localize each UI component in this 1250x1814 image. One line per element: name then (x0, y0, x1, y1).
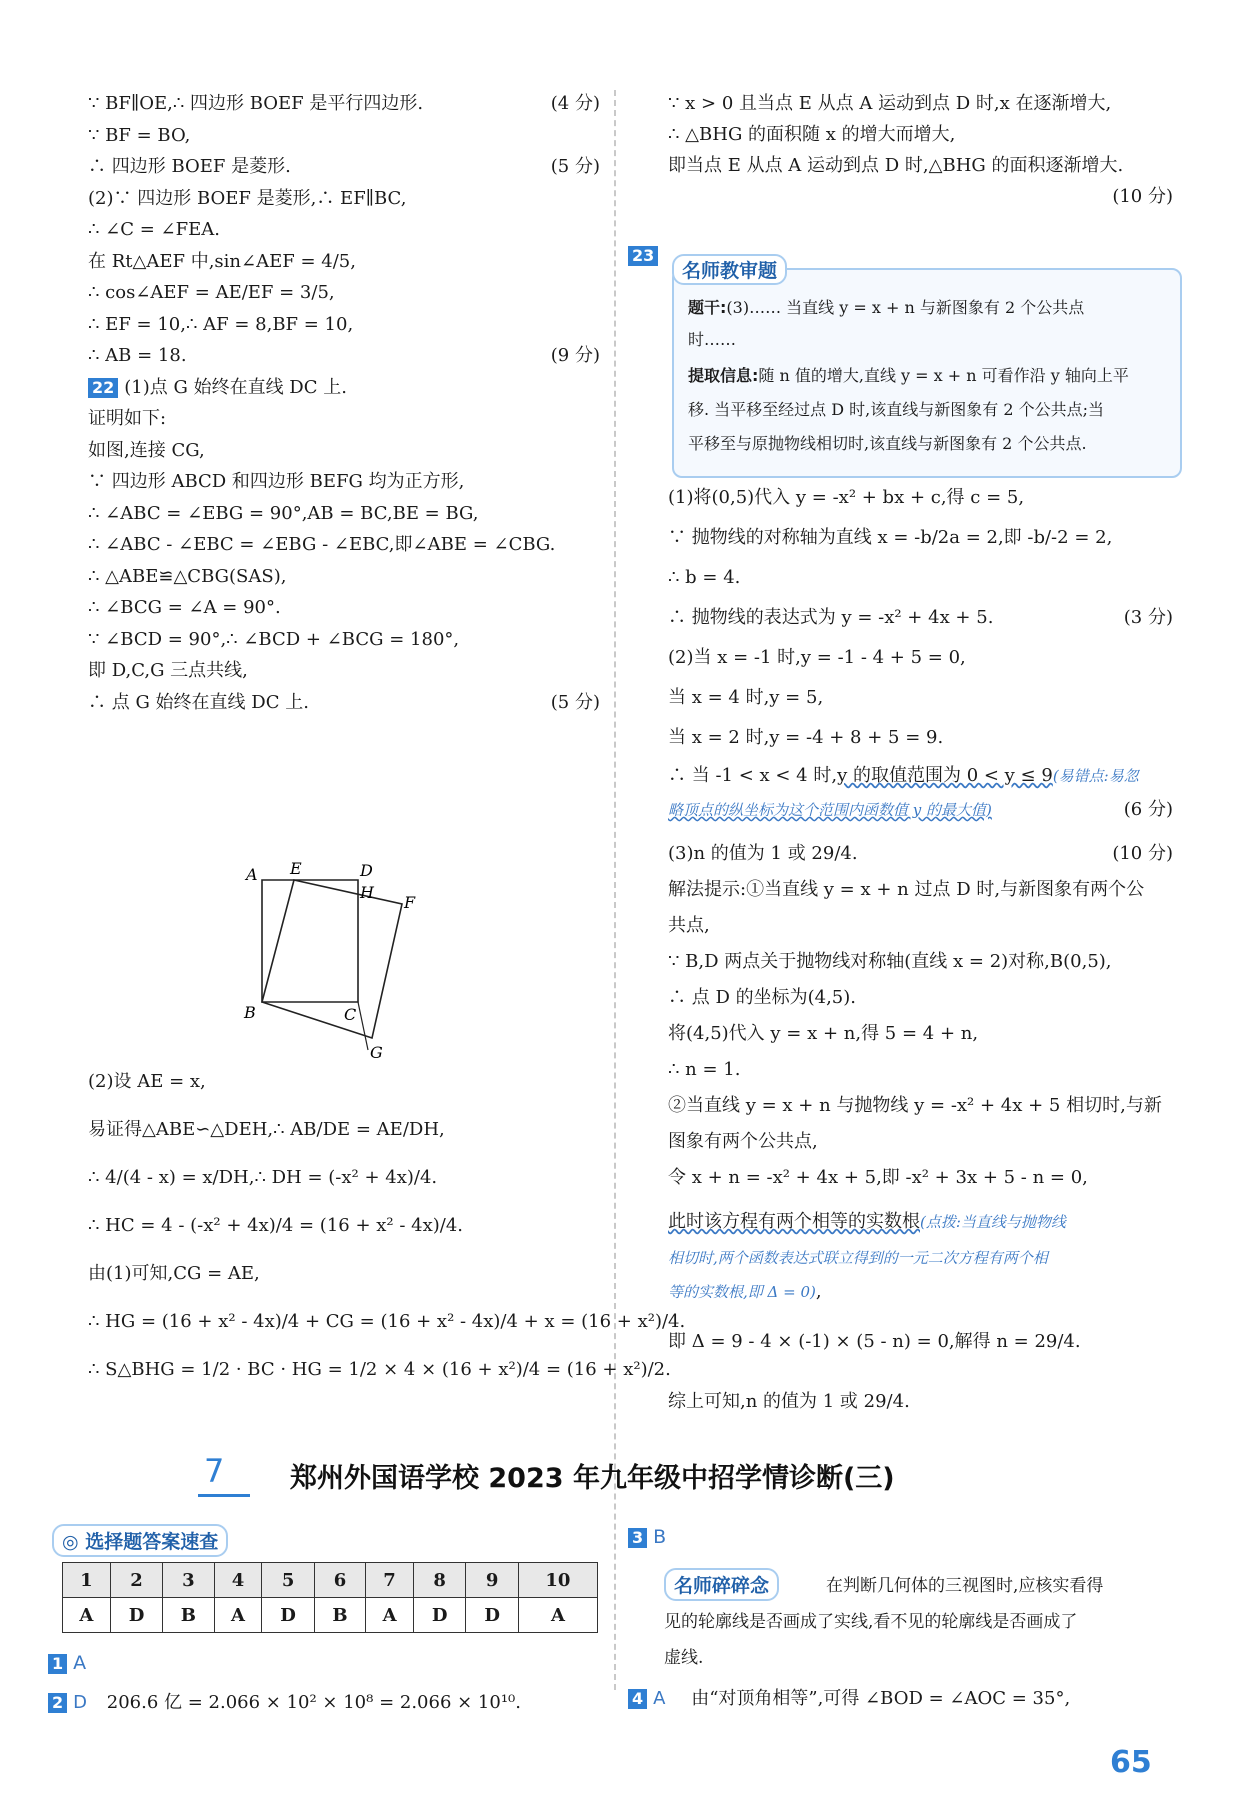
line-text: 将(4,5)代入 y = x + n,得 5 = 4 + n, (668, 1023, 979, 1044)
text-line (88, 1260, 600, 1288)
answer-table-answer: D (466, 1598, 518, 1633)
label-e: E (290, 862, 302, 878)
line-text: ∵ 抛物线的对称轴为直线 x = -b/2a = 2,即 -b/-2 = 2, (668, 527, 1113, 548)
answer-table-number: 3 (163, 1563, 214, 1598)
text-line (668, 152, 1173, 180)
answer-table-answer: D (262, 1598, 314, 1633)
section-underline (198, 1494, 250, 1497)
label-f: F (404, 893, 416, 912)
text-line (668, 121, 1173, 149)
line-text: ∴ HC = 4 - (-x² + 4x)/4 = (16 + x² - 4x)/4. (88, 1215, 464, 1236)
line-text: ∴ 四边形 BOEF 是菱形. (88, 156, 291, 177)
target-icon: ◎ (62, 1531, 79, 1553)
text-line (88, 90, 600, 118)
answer-table-number: 4 (214, 1563, 262, 1598)
line-text: (1)点 G 始终在直线 DC 上. (124, 376, 347, 398)
tip-line-2: 相切时,两个函数表达式联立得到的一元二次方程有两个相 (668, 1249, 1048, 1267)
page-number: 65 (1110, 1745, 1152, 1780)
line-text: (1)将(0,5)代入 y = -x² + bx + c,得 c = 5, (668, 487, 1025, 508)
text-line (668, 1164, 1173, 1192)
text-line (88, 405, 600, 433)
teacher-note-line-2: 见的轮廓线是否画成了实线,看不见的轮廓线是否画成了 (664, 1612, 1078, 1632)
text-line (88, 563, 600, 591)
text-line (668, 644, 1173, 672)
line-text: ∵ x > 0 且当点 E 从点 A 运动到点 D 时,x 在逐渐增大, (668, 93, 1112, 114)
text-line (88, 374, 600, 402)
hint-line-2: 时…… (688, 330, 737, 349)
answer-4: 4 A 由“对顶角相等”,可得 ∠BOD = ∠AOC = 35°, (628, 1684, 1070, 1710)
range-note-line: 略顶点的纵坐标为这个范围内函数值 y 的最大值) (6 分) (668, 799, 1173, 820)
line-text: 证明如下: (88, 408, 167, 429)
line-text: (2)设 AE = x, (88, 1071, 206, 1092)
text-line (668, 984, 1173, 1012)
line-text: ∴ ∠BCG = ∠A = 90°. (88, 597, 281, 618)
line-text: ∴ ∠ABC = ∠EBG = 90°,AB = BC,BE = BG, (88, 502, 479, 524)
line-text: ∴ ∠ABC - ∠EBC = ∠EBG - ∠EBC,即∠ABE = ∠CBG. (88, 534, 556, 555)
score: (4 分) (550, 93, 600, 114)
teacher-note-title: 名师碎碎念 (664, 1568, 779, 1601)
line-text: ∴ 抛物线的表达式为 y = -x² + 4x + 5. (668, 607, 994, 628)
text-line (88, 500, 600, 528)
text-line (88, 248, 600, 276)
text-line (668, 724, 1173, 752)
text-line (668, 912, 1173, 940)
line-text: (2)∵ 四边形 BOEF 是菱形,∴ EF∥BC, (88, 187, 407, 209)
score: (5 分) (550, 156, 600, 177)
line-text: ∴ 点 G 始终在直线 DC 上. (88, 691, 309, 713)
answer-table-number: 10 (518, 1563, 597, 1598)
line-text: (2)当 x = -1 时,y = -1 - 4 + 5 = 0, (668, 647, 966, 668)
line-text: ∵ BF = BO, (88, 124, 191, 146)
score: (10 分) (1112, 843, 1173, 864)
line-text: ∴ △BHG 的面积随 x 的增大而增大, (668, 124, 956, 145)
answer-table-number: 8 (413, 1563, 465, 1598)
hint-line-5: 平移至与原抛物线相切时,该直线与新图象有 2 个公共点. (688, 434, 1087, 453)
text-line (88, 1116, 600, 1144)
text-line (88, 626, 600, 654)
text-line (88, 279, 600, 307)
label-h: H (360, 883, 374, 902)
answer-table-answer: B (163, 1598, 214, 1633)
line-text: ②当直线 y = x + n 与抛物线 y = -x² + 4x + 5 相切时,与新 (668, 1095, 1162, 1116)
line-text: 解法提示:①当直线 y = x + n 过点 D 时,与新图象有两个公 (668, 879, 1145, 900)
range-line: ∴ 当 -1 < x < 4 时,y 的取值范围为 0 < y ≤ 9(易错点:易忽 (668, 765, 1139, 786)
text-line (88, 531, 600, 559)
square-figure (240, 862, 440, 1072)
text-line (88, 1164, 600, 1192)
text-line (668, 840, 1173, 868)
line-text: (3)n 的值为 1 或 29/4. (668, 843, 858, 864)
hint-title: 名师教审题 (672, 254, 787, 285)
line-text: ∴ △ABE≌△CBG(SAS), (88, 565, 287, 587)
answer-3: 3 B (628, 1526, 666, 1548)
answer-table-answer: D (110, 1598, 162, 1633)
delta-line: 即 Δ = 9 - 4 × (-1) × (5 - n) = 0,解得 n = 29/4. (668, 1331, 1081, 1352)
text-line (88, 1068, 600, 1096)
hint-line-1: 题干:(3)…… 当直线 y = x + n 与新图象有 2 个公共点 (688, 298, 1085, 317)
score: (9 分) (550, 345, 600, 366)
quick-check-title: ◎ 选择题答案速查 (52, 1524, 228, 1557)
line-text: ∴ AB = 18. (88, 345, 187, 366)
line-text: 令 x + n = -x² + 4x + 5,即 -x² + 3x + 5 - n = 0, (668, 1167, 1088, 1188)
text-line (668, 876, 1173, 904)
text-line (668, 1128, 1173, 1156)
teacher-note-line-1: 在判断几何体的三视图时,应核实看得 (826, 1576, 1104, 1596)
line-text: 即当点 E 从点 A 运动到点 D 时,△BHG 的面积逐渐增大. (668, 155, 1124, 176)
line-text: ∵ BF∥OE,∴ 四边形 BOEF 是平行四边形. (88, 93, 424, 114)
answer-table-number: 5 (262, 1563, 314, 1598)
text-line (88, 437, 600, 465)
line-text: ∴ n = 1. (668, 1059, 741, 1080)
line-text: ∵ B,D 两点关于抛物线对称轴(直线 x = 2)对称,B(0,5), (668, 951, 1112, 972)
line-text: 图象有两个公共点, (668, 1131, 818, 1152)
section-number: 7 (204, 1452, 225, 1490)
text-line (88, 1212, 600, 1240)
answer-table-answer: A (63, 1598, 111, 1633)
text-line (668, 1092, 1173, 1120)
text-line (668, 484, 1173, 512)
text-line (668, 948, 1173, 976)
line-text: 共点, (668, 915, 710, 936)
answer-table-number: 6 (314, 1563, 365, 1598)
line-text: 即 D,C,G 三点共线, (88, 660, 248, 681)
text-line (88, 1308, 686, 1336)
text-line (88, 1356, 671, 1384)
answer-table-answer: D (413, 1598, 465, 1633)
text-line (88, 468, 600, 496)
text-line (668, 1020, 1173, 1048)
line-text: ∴ EF = 10,∴ AF = 8,BF = 10, (88, 313, 354, 335)
text-line (88, 689, 600, 717)
hint-line-3: 提取信息:随 n 值的增大,直线 y = x + n 可看作沿 y 轴向上平 (688, 366, 1129, 385)
score: (5 分) (550, 691, 600, 713)
text-line (88, 153, 600, 181)
column-divider (614, 90, 616, 1690)
text-line (88, 342, 600, 370)
answer-table-answer: A (366, 1598, 414, 1633)
line-text: ∴ S△BHG = 1/2 · BC · HG = 1/2 × 4 × (16 + x²)/4 = (16 + x²)/2. (88, 1359, 671, 1380)
text-line (88, 122, 600, 150)
line-text: ∴ cos∠AEF = AE/EF = 3/5, (88, 282, 335, 303)
answer-table-answer: A (518, 1598, 597, 1633)
line-text: 易证得△ABE∽△DEH,∴ AB/DE = AE/DH, (88, 1119, 445, 1140)
teacher-note-line-3: 虚线. (664, 1648, 704, 1668)
text-line (668, 90, 1173, 118)
line-text: ∴ b = 4. (668, 567, 741, 588)
text-line (88, 185, 600, 213)
answer-table (62, 1562, 598, 1633)
hint-line-4: 移. 当平移至经过点 D 时,该直线与新图象有 2 个公共点;当 (688, 400, 1105, 419)
label-b: B (244, 1003, 256, 1022)
answer-table-number: 9 (466, 1563, 518, 1598)
text-line (88, 311, 600, 339)
text-line (88, 216, 600, 244)
line-text: ∴ HG = (16 + x² - 4x)/4 + CG = (16 + x² - 4x)/4 + x = (16 + x²)/4. (88, 1311, 686, 1332)
answer-1: 1 A (48, 1652, 86, 1674)
text-line (668, 684, 1173, 712)
answer-table-number: 1 (63, 1563, 111, 1598)
text-line (668, 564, 1173, 592)
label-g: G (370, 1043, 383, 1062)
line-text: ∴ 点 D 的坐标为(4,5). (668, 987, 856, 1008)
section-title: 郑州外国语学校 2023 年九年级中招学情诊断(三) (290, 1463, 895, 1494)
answer-table-answer: B (314, 1598, 365, 1633)
text-line (668, 1056, 1173, 1084)
line-text: 在 Rt△AEF 中,sin∠AEF = 4/5, (88, 250, 356, 272)
line-text: 如图,连接 CG, (88, 439, 205, 461)
text-line (668, 604, 1173, 632)
tip-line-3: 等的实数根,即 Δ = 0), (668, 1281, 822, 1302)
score: (3 分) (1123, 607, 1173, 628)
text-line (668, 524, 1173, 552)
answer-table-number: 7 (366, 1563, 414, 1598)
line-text: 由(1)可知,CG = AE, (88, 1263, 260, 1284)
question-number: 22 (88, 378, 118, 398)
equal-root-line: 此时该方程有两个相等的实数根(点拨:当直线与抛物线 (668, 1211, 1066, 1232)
line-text: 当 x = 4 时,y = 5, (668, 687, 824, 708)
label-d: D (360, 862, 373, 880)
answer-table-number: 2 (110, 1563, 162, 1598)
line-text: ∵ 四边形 ABCD 和四边形 BEFG 均为正方形, (88, 471, 465, 492)
label-c: C (344, 1005, 357, 1024)
text-line (88, 657, 600, 685)
line-text: ∵ ∠BCD = 90°,∴ ∠BCD + ∠BCG = 180°, (88, 628, 460, 650)
score: (10 分) (1112, 186, 1173, 207)
question-23-number: 23 (628, 246, 664, 266)
line-text: 当 x = 2 时,y = -4 + 8 + 5 = 9. (668, 727, 944, 748)
line-text: ∴ 4/(4 - x) = x/DH,∴ DH = (-x² + 4x)/4. (88, 1167, 438, 1188)
answer-table-answer: A (214, 1598, 262, 1633)
text-line (88, 594, 600, 622)
conclusion-line: 综上可知,n 的值为 1 或 29/4. (668, 1391, 910, 1412)
label-a: A (246, 865, 258, 884)
answer-2: 2 D 206.6 亿 = 2.066 × 10² × 10⁸ = 2.066 × 10¹⁰. (48, 1688, 521, 1714)
line-text: ∴ ∠C = ∠FEA. (88, 219, 220, 240)
